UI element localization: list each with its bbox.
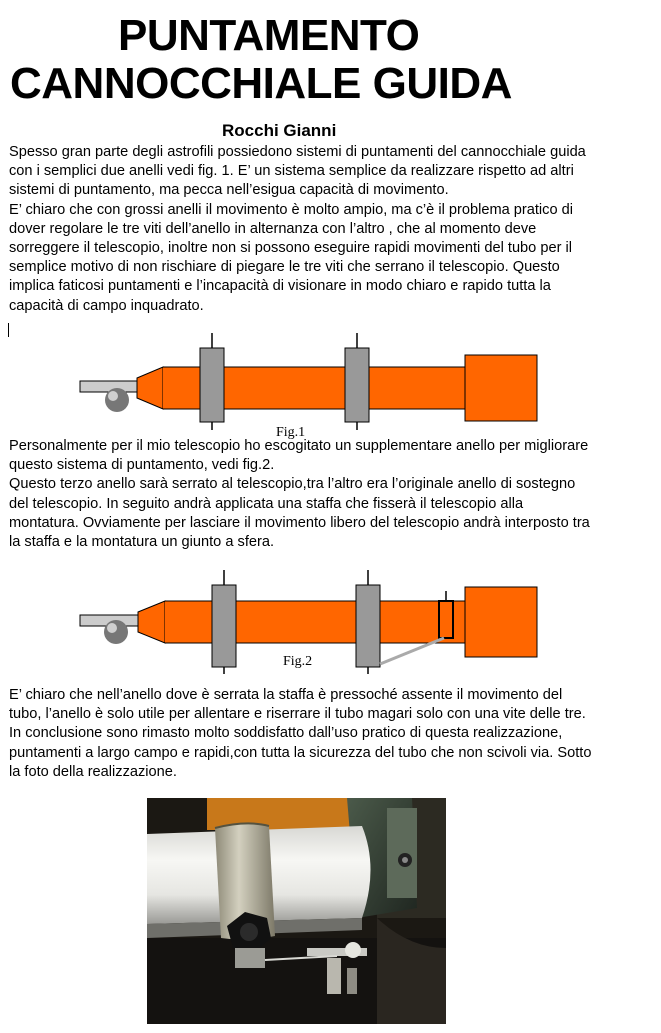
figure-2-caption: Fig.2 [283, 654, 313, 669]
page-title [0, 12, 661, 108]
text-line: dover regolare le tre viti dell’anello in alternanza con l’altro , che al momento deve [9, 220, 537, 237]
text-line: Spesso gran parte degli astrofili possiedono sistemi di puntamenti del cannocchiale guida [9, 144, 586, 160]
text-line: Personalmente per il mio telescopio ho escogitato un supplementare anello per migliorare [9, 438, 589, 454]
text-line: la staffa e la montatura un giunto a sfera. [9, 534, 275, 551]
text-line: E’ chiaro che con grossi anelli il movimento è molto ampio, ma c’è il problema pratico di [9, 201, 573, 218]
text-line: Questo terzo anello sarà serrato al telescopio,tra l’altro era l’originale anello di sostegno [9, 476, 576, 493]
text-line: questo sistema di puntamento, vedi fig.2. [9, 457, 275, 474]
ball-joint-highlight [108, 391, 118, 401]
paragraph-solution [9, 437, 657, 552]
ball-joint [105, 388, 129, 412]
text-line: con i semplici due anelli vedi fig. 1. E’ un sistema semplice da realizzare rispetto ad altri [9, 163, 574, 180]
text-line: tubo, l’anello è solo utile per allentare e riserrare il tubo magari solo con una vite delle tre. [9, 706, 586, 723]
text-line: sorreggere il telescopio, inoltre non si possono eseguire rapidi movimenti del tubo per il [9, 240, 572, 257]
ring-3 [439, 601, 453, 638]
text-line: la foto della realizzazione. [9, 763, 177, 780]
telescope-nose [138, 601, 165, 643]
telescope-tube [165, 601, 465, 643]
ring-1 [200, 348, 224, 422]
telescope-eyepiece-housing [465, 587, 537, 657]
paragraph-conclusion [9, 686, 657, 782]
ring-1 [212, 585, 236, 667]
figure-1-caption: Fig.1 [276, 425, 306, 440]
text-line: implica faticosi puntamenti e l’incapacità di visionare in modo chiaro e rapido tutta la [9, 278, 551, 295]
author-name: Rocchi Gianni [222, 121, 337, 140]
text-line: puntamenti a largo campo e rapidi,con tutta la sicurezza del tubo che non scivoli via. Sotto [9, 744, 592, 761]
ball-joint-highlight [107, 623, 117, 633]
text-line: E’ chiaro che nell’anello dove è serrata la staffa è pressoché assente il movimento del [9, 687, 563, 703]
ring-2 [356, 585, 380, 667]
title-line-2: CANNOCCHIALE GUIDA [10, 59, 512, 108]
ring-2 [345, 348, 369, 422]
text-line: del telescopio. In seguito andrà applicata una staffa che fisserà il telescopio alla [9, 495, 524, 512]
title-line-1: PUNTAMENTO [118, 11, 420, 60]
text-line: semplice motivo di non rischiare di piegare le tre viti che serrano il telescopio. Questo [9, 259, 560, 276]
telescope-eyepiece-housing [465, 355, 537, 421]
text-line: In conclusione sono rimasto molto soddisfatto dall’uso pratico di questa realizzazione, [9, 725, 563, 742]
text-line: montatura. Ovviamente per lasciare il movimento libero del telescopio andrà interposto tra [9, 514, 590, 531]
figure-2-diagram [0, 570, 661, 675]
realization-photo [147, 798, 446, 1024]
telescope-nose [137, 367, 163, 409]
text-line: sistemi di puntamento, ma pecca nell’esigua capacità di movimento. [9, 182, 449, 199]
text-line: capacità di campo inquadrato. [9, 297, 204, 314]
paragraph-intro [9, 143, 657, 316]
figure-1-diagram [0, 330, 661, 440]
ball-joint [104, 620, 128, 644]
